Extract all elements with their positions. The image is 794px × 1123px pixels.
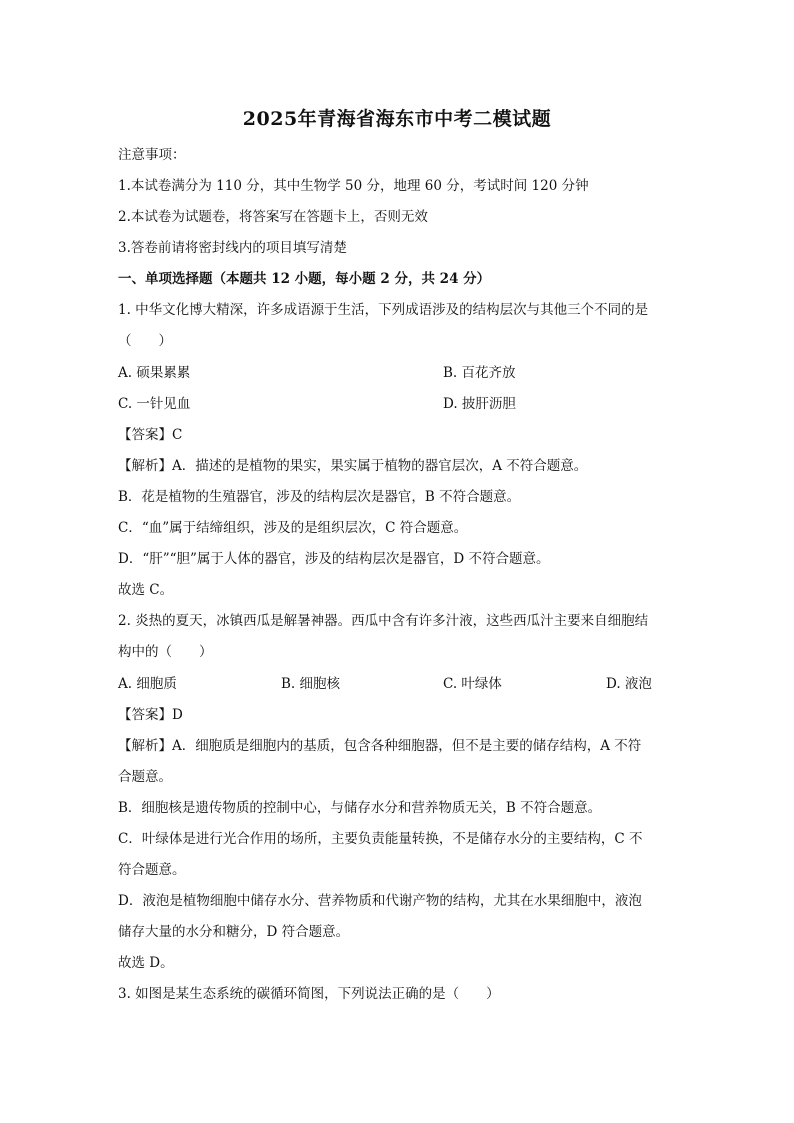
q2-option-d: D. 液泡 <box>606 676 652 692</box>
q2-analysis-line: B．细胞核是遗传物质的控制中心，与储存水分和营养物质无关，B 不符合题意。 <box>118 800 602 816</box>
q1-analysis-line: B．花是植物的生殖器官，涉及的结构层次是器官，B 不符合题意。 <box>118 489 521 505</box>
notice-item-2: 2.本试卷为试题卷，将答案写在答题卡上，否则无效 <box>118 209 428 225</box>
q2-analysis-line: C．叶绿体是进行光合作用的场所，主要负责能量转换，不是储存水分的主要结构，C 不 <box>118 831 643 847</box>
notice-item-3: 3.答卷前请将密封线内的项目填写清楚 <box>118 240 347 256</box>
q1-analysis-line: 【解析】A．描述的是植物的果实，果实属于植物的器官层次，A 不符合题意。 <box>118 458 588 474</box>
notice-item-1: 1.本试卷满分为 110 分，其中生物学 50 分，地理 60 分，考试时间 120 分钟 <box>118 178 589 194</box>
q2-option-b: B. 细胞核 <box>281 676 341 692</box>
q1-answer: 【答案】C <box>118 427 183 443</box>
q1-analysis-line: C．“血”属于结缔组织，涉及的是组织层次，C 符合题意。 <box>118 520 468 536</box>
q1-analysis-line: D．“肝”“胆”属于人体的器官，涉及的结构层次是器官，D 不符合题意。 <box>118 551 550 567</box>
q2-analysis-line: 储存大量的水分和糖分，D 符合题意。 <box>118 924 350 940</box>
q2-option-a: A. 细胞质 <box>118 676 177 692</box>
section-heading: 一、单项选择题（本题共 12 小题，每小题 2 分，共 24 分） <box>118 271 491 287</box>
q1-option-c: C. 一针见血 <box>118 396 191 412</box>
notice-heading: 注意事项： <box>118 147 186 163</box>
page-title: 2025年青海省海东市中考二模试题 <box>242 108 552 130</box>
q2-analysis-line: 符合题意。 <box>118 862 186 878</box>
q1-stem-line1: 1. 中华文化博大精深，许多成语源于生活，下列成语涉及的结构层次与其他三个不同的是 <box>118 302 649 318</box>
q2-stem-line1: 2. 炎热的夏天，冰镇西瓜是解暑神器。西瓜中含有许多汁液，这些西瓜汁主要来自细胞结 <box>118 613 649 629</box>
q3-stem-line1: 3. 如图是某生态系统的碳循环简图，下列说法正确的是（ ） <box>118 986 500 1002</box>
q2-stem-line2: 构中的（ ） <box>118 644 213 660</box>
q1-conclusion: 故选 C。 <box>118 582 174 598</box>
q2-analysis-line: 合题意。 <box>118 769 172 785</box>
q1-stem-line2: （ ） <box>118 333 172 349</box>
q1-option-d: D. 披肝沥胆 <box>443 396 516 412</box>
q2-option-c: C. 叶绿体 <box>443 676 502 692</box>
q2-conclusion: 故选 D。 <box>118 955 174 971</box>
q2-analysis-line: D．液泡是植物细胞中储存水分、营养物质和代谢产物的结构，尤其在水果细胞中，液泡 <box>118 893 642 909</box>
q1-option-a: A. 硕果累累 <box>118 365 191 381</box>
q2-analysis-line: 【解析】A．细胞质是细胞内的基质，包含各种细胞器，但不是主要的储存结构，A 不符 <box>118 738 642 754</box>
q2-answer: 【答案】D <box>118 707 183 723</box>
q1-option-b: B. 百花齐放 <box>443 365 516 381</box>
